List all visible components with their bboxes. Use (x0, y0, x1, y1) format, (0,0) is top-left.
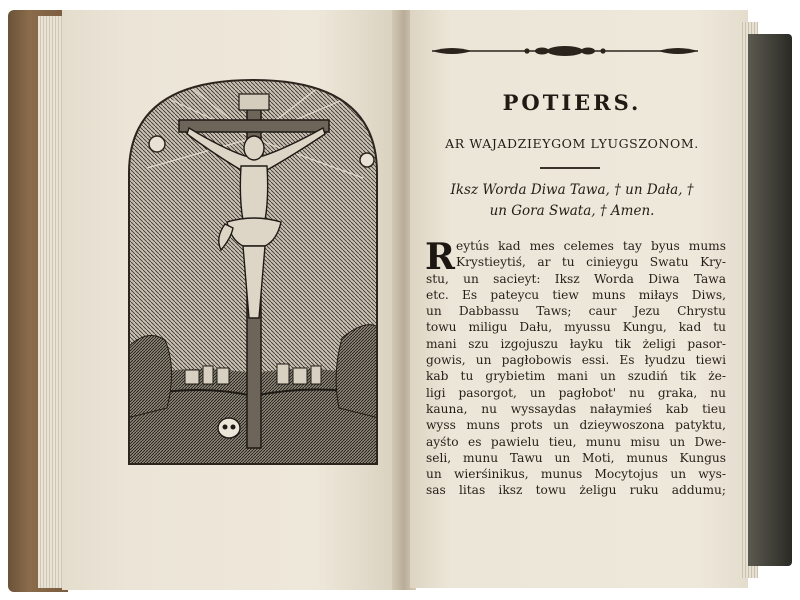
text-line: un Dabbassu Taws; caur Jezu Chrystu (426, 304, 726, 319)
text-line: wyss muns prots un dzieywoszona patyktu, (426, 418, 726, 433)
body-text (426, 238, 726, 499)
text-line: sas litas iksz towu żeligu ruku addumu; (426, 483, 726, 498)
crucifixion-illustration (127, 78, 379, 466)
header-ornament (432, 44, 698, 58)
invocation (420, 180, 724, 222)
text-line: Krystieytiś, ar tu cinieygu Swatu Kry- (456, 255, 726, 270)
text-line: seli, munu Tawu un Moti, munus Kungus (426, 450, 726, 465)
text-line: stu, un sacieyt: Iksz Worda Diwa Tawa (426, 271, 726, 286)
text-line: kab tu grybietim mani un szudiń tik że- (426, 369, 726, 384)
text-line: gowis, un pagłobowis essi. Es łyudzu tiewi (426, 353, 726, 368)
invocation-line: Iksz Worda Diwa Tawa, † un Dała, † (450, 182, 694, 198)
text-line: kauna, nu wyssaydas nałaymieś kab tieu (426, 401, 726, 416)
text-line: ligi pasorgot, un pagłobot' nu graka, nu (426, 385, 726, 400)
text-line: towu miligu Dału, myussu Kungu, kad tu (426, 320, 726, 335)
invocation-line: un Gora Swata, † Amen. (489, 203, 655, 219)
page-subtitle: AR WAJADZIEYGOM LYUGSZONOM. (445, 136, 699, 151)
right-cover (748, 34, 792, 566)
drop-cap: R (425, 236, 455, 278)
text-line: ayśto es pawielu tieu, munu misu un Dwe- (426, 434, 726, 449)
text-line: eytús kad mes celemes tay byus mums (456, 239, 726, 253)
text-line: etc. Es pateycu tiew muns miłays Diws, (426, 287, 726, 302)
text-line: mani szu izgojuszu łayku tik żeligi pasor- (426, 336, 726, 351)
title-rule (540, 167, 600, 169)
text-line: un wierśinikus, munus Mocytojus un wys- (426, 467, 726, 482)
page-title: POTIERS. (502, 90, 642, 115)
